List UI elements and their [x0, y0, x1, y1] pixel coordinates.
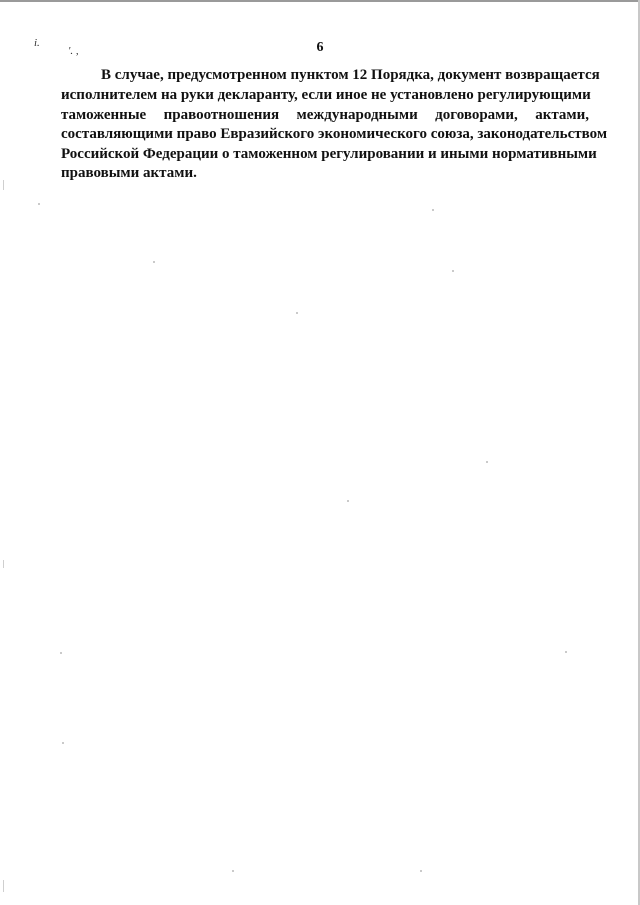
scan-speck: [62, 742, 64, 744]
scan-speck: [420, 870, 422, 872]
scan-speck: [296, 312, 298, 314]
paragraph-line-3: таможенные правоотношения международными договорами, актами,: [61, 107, 589, 123]
paragraph-line-2: исполнителем на руки декларанту, если иное не установлено регулирующими: [61, 87, 591, 103]
paragraph-line-5: Российской Федерации о таможенном регулировании и иными нормативными: [61, 146, 597, 162]
page-number: 6: [316, 40, 324, 55]
scan-edge-tick: [3, 180, 4, 190]
scan-speck: [452, 270, 454, 272]
paragraph-line-6: правовыми актами.: [61, 165, 197, 181]
scan-speck: [232, 870, 234, 872]
scan-edge-tick: [3, 880, 4, 892]
scan-speck: [432, 209, 434, 211]
scan-artifact-mark: i.: [34, 37, 40, 49]
paragraph-line-1: В случае, предусмотренном пунктом 12 Порядка, документ возвращается: [101, 67, 600, 83]
scan-speck: [38, 203, 40, 205]
scan-speck: [60, 652, 62, 654]
scan-speck: [565, 651, 567, 653]
scan-top-edge: [0, 0, 640, 2]
scan-speck: [347, 500, 349, 502]
paragraph-line-4: составляющими право Евразийского экономического союза, законодательством: [61, 126, 608, 142]
scan-speck: [153, 261, 155, 263]
scan-edge-tick: [3, 560, 4, 568]
scan-speck: [486, 461, 488, 463]
scan-artifact-mark-second: '. ,: [68, 45, 79, 57]
